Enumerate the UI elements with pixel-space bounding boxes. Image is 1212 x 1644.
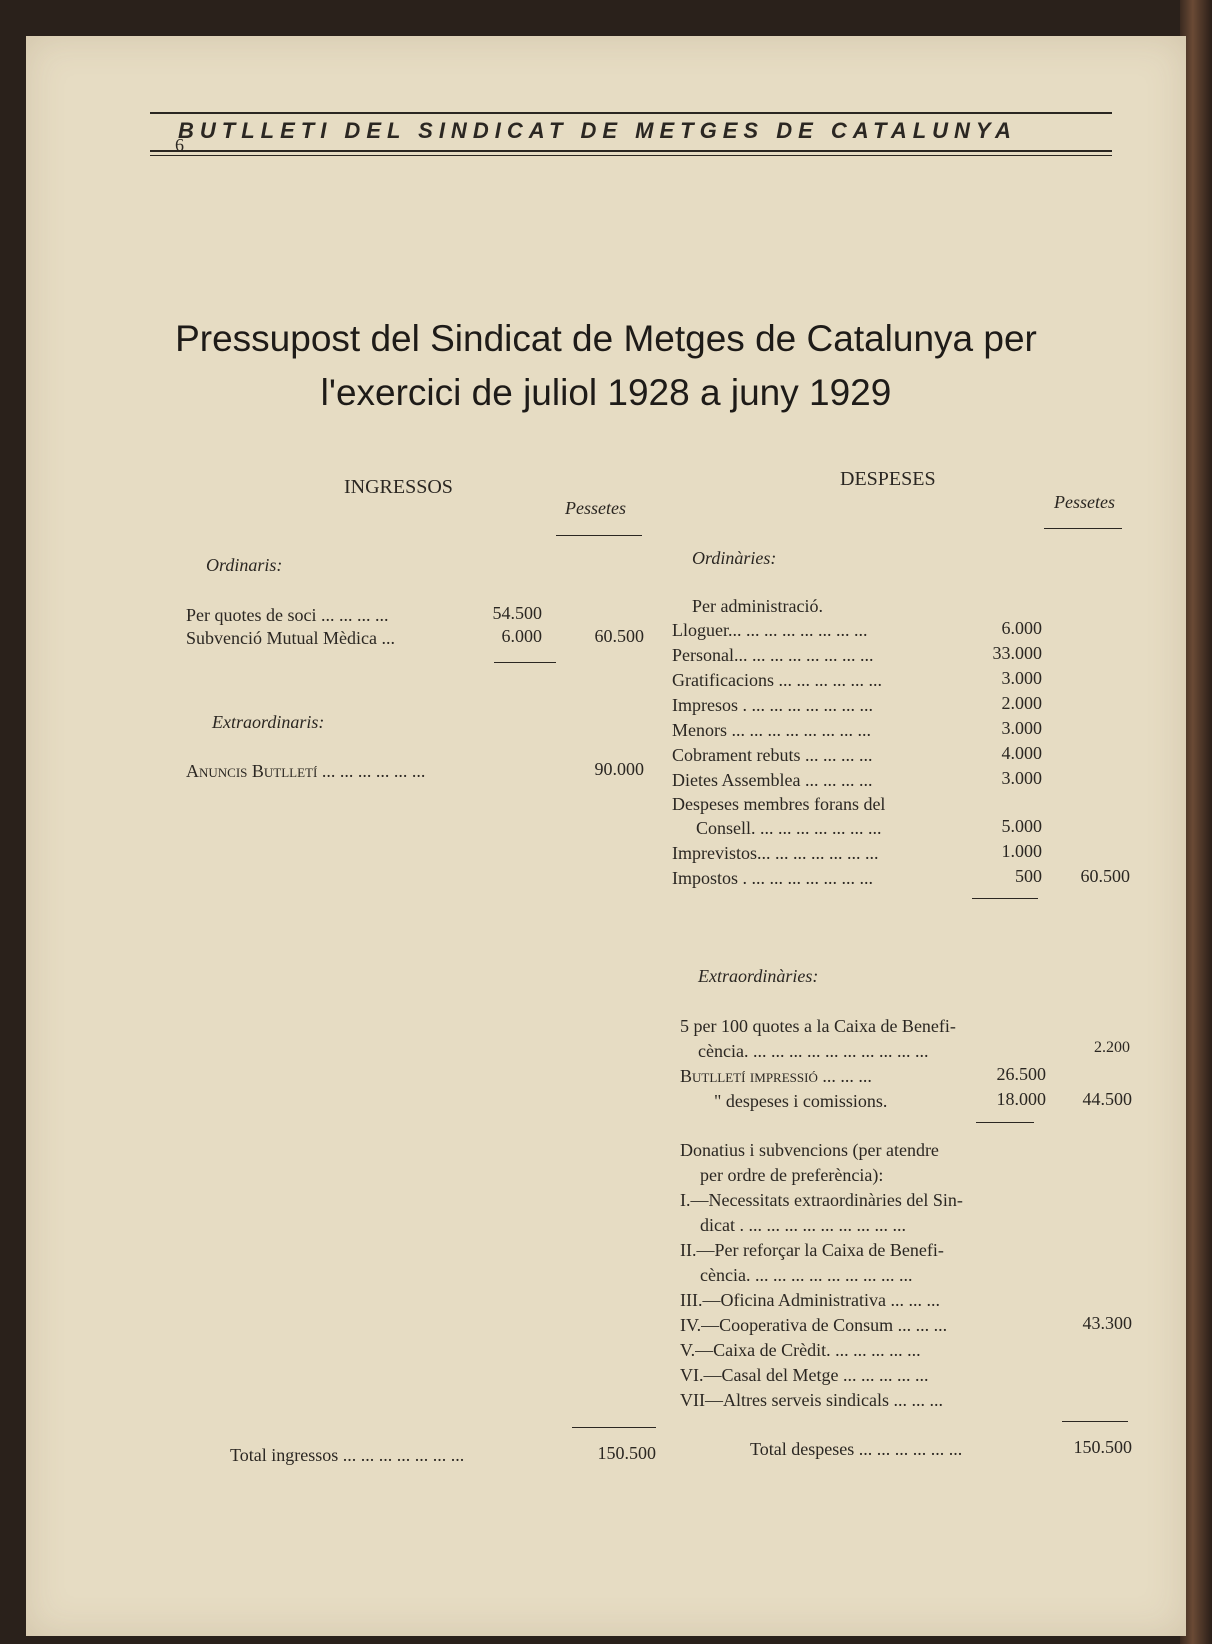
donatius-total: 43.300	[1082, 1313, 1132, 1333]
quotes-value: 54.500	[492, 603, 542, 623]
forans-value: 5.000	[1001, 816, 1042, 836]
extraordinaris-label: Extraordinaris:	[212, 712, 325, 732]
donatius-label-1: Donatius i subvencions (per atendre	[680, 1140, 939, 1160]
total-ingressos-label: Total ingressos ... ... ... ... ... ... ...	[230, 1445, 465, 1465]
lloguer-value: 6.000	[1001, 618, 1042, 638]
personal-value: 33.000	[992, 643, 1042, 663]
ordinaries-subtotal-rule	[972, 898, 1038, 899]
dietes-value: 3.000	[1001, 768, 1042, 788]
gratificacions-value: 3.000	[1001, 668, 1042, 688]
header-rule-top	[150, 112, 1112, 114]
despeses-total-rule	[1062, 1421, 1128, 1422]
butlleti-total: 44.500	[1082, 1089, 1132, 1109]
ingressos-heading: INGRESSOS	[344, 476, 453, 498]
page-number: 6	[175, 135, 184, 155]
journal-title: BUTLLETI DEL SINDICAT DE METGES DE CATALUNYA	[178, 118, 1017, 143]
menors-label: Menors ... ... ... ... ... ... ... ...	[672, 720, 871, 740]
caixa-label-2: cència. ... ... ... ... ... ... ... ... ... ...	[698, 1041, 929, 1061]
subvencio-label: Subvenció Mutual Mèdica ...	[186, 628, 395, 648]
donatius-item-3: III.—Oficina Administrativa ... ... ...	[680, 1290, 940, 1310]
donatius-item-5: V.—Caixa de Crèdit. ... ... ... ... ...	[680, 1340, 921, 1360]
forans-label-1: Despeses membres forans del	[672, 794, 886, 814]
quotes-label: Per quotes de soci ... ... ... ...	[186, 605, 389, 625]
header-rule-bottom-thin	[150, 155, 1112, 156]
ingressos-col-heading: Pessetes	[565, 498, 626, 518]
ordinaris-total: 60.500	[594, 626, 644, 646]
ordinaris-subtotal-rule	[494, 662, 556, 663]
butlleti-value: 26.500	[996, 1064, 1046, 1084]
despeses-col-heading: Pessetes	[1054, 492, 1115, 512]
anuncis-value: 90.000	[594, 759, 644, 779]
impostos-label: Impostos . ... ... ... ... ... ... ...	[672, 868, 874, 888]
imprevistos-label: Imprevistos... ... ... ... ... ... ...	[672, 843, 879, 863]
donatius-item-1b: dicat . ... ... ... ... ... ... ... ... ...	[700, 1215, 906, 1235]
impresos-label: Impresos . ... ... ... ... ... ... ...	[672, 695, 873, 715]
ordinaries-label: Ordinàries:	[692, 548, 777, 568]
menors-value: 3.000	[1001, 718, 1042, 738]
impresos-value: 2.000	[1001, 693, 1042, 713]
donatius-item-7: VII—Altres serveis sindicals ... ... ...	[680, 1390, 943, 1410]
cobrament-label: Cobrament rebuts ... ... ... ...	[672, 745, 873, 765]
impostos-value: 500	[1015, 866, 1042, 886]
ingressos-total-rule	[572, 1427, 656, 1428]
comissions-label: " despeses i comissions.	[714, 1091, 888, 1111]
donatius-label-2: per ordre de preferència):	[700, 1165, 884, 1185]
anuncis-label: Anuncis Butlletí ... ... ... ... ... ...	[186, 761, 426, 781]
butlleti-label: Butlletí impressió ... ... ...	[680, 1066, 872, 1086]
cobrament-value: 4.000	[1001, 743, 1042, 763]
page-title-line2: l'exercici de juliol 1928 a juny 1929	[320, 372, 892, 413]
forans-label-2: Consell. ... ... ... ... ... ... ...	[696, 818, 882, 838]
caixa-total: 2.200	[1094, 1039, 1130, 1056]
donatius-item-1a: I.—Necessitats extraordinàries del Sin-	[680, 1190, 963, 1210]
donatius-item-6: VI.—Casal del Metge ... ... ... ... ...	[680, 1365, 929, 1385]
total-despeses-value: 150.500	[1073, 1437, 1132, 1457]
donatius-item-4: IV.—Cooperativa de Consum ... ... ...	[680, 1315, 948, 1335]
administracio-label: Per administració.	[692, 596, 823, 616]
butlleti-subtotal-rule	[976, 1122, 1034, 1123]
caixa-label-1: 5 per 100 quotes a la Caixa de Benefi-	[680, 1016, 956, 1036]
ordinaries-total: 60.500	[1080, 866, 1130, 886]
lloguer-label: Lloguer... ... ... ... ... ... ... ...	[672, 620, 868, 640]
dietes-label: Dietes Assemblea ... ... ... ...	[672, 770, 873, 790]
personal-label: Personal... ... ... ... ... ... ... ...	[672, 645, 874, 665]
gratificacions-label: Gratificacions ... ... ... ... ... ...	[672, 670, 882, 690]
total-ingressos-value: 150.500	[597, 1443, 656, 1463]
donatius-item-2a: II.—Per reforçar la Caixa de Benefi-	[680, 1240, 944, 1260]
total-despeses-label: Total despeses ... ... ... ... ... ...	[750, 1439, 963, 1459]
donatius-item-2b: cència. ... ... ... ... ... ... ... ... ...	[700, 1265, 913, 1285]
extraordinaries-label: Extraordinàries:	[698, 966, 819, 986]
page-title-line1: Pressupost del Sindicat de Metges de Catalunya per	[175, 318, 1037, 359]
subvencio-value: 6.000	[501, 626, 542, 646]
comissions-value: 18.000	[996, 1089, 1046, 1109]
header-rule-bottom	[150, 150, 1112, 152]
ordinaris-label: Ordinaris:	[206, 555, 283, 575]
despeses-col-rule	[1044, 528, 1122, 529]
imprevistos-value: 1.000	[1001, 841, 1042, 861]
despeses-heading: DESPESES	[840, 468, 936, 490]
ingressos-col-rule	[556, 535, 642, 536]
